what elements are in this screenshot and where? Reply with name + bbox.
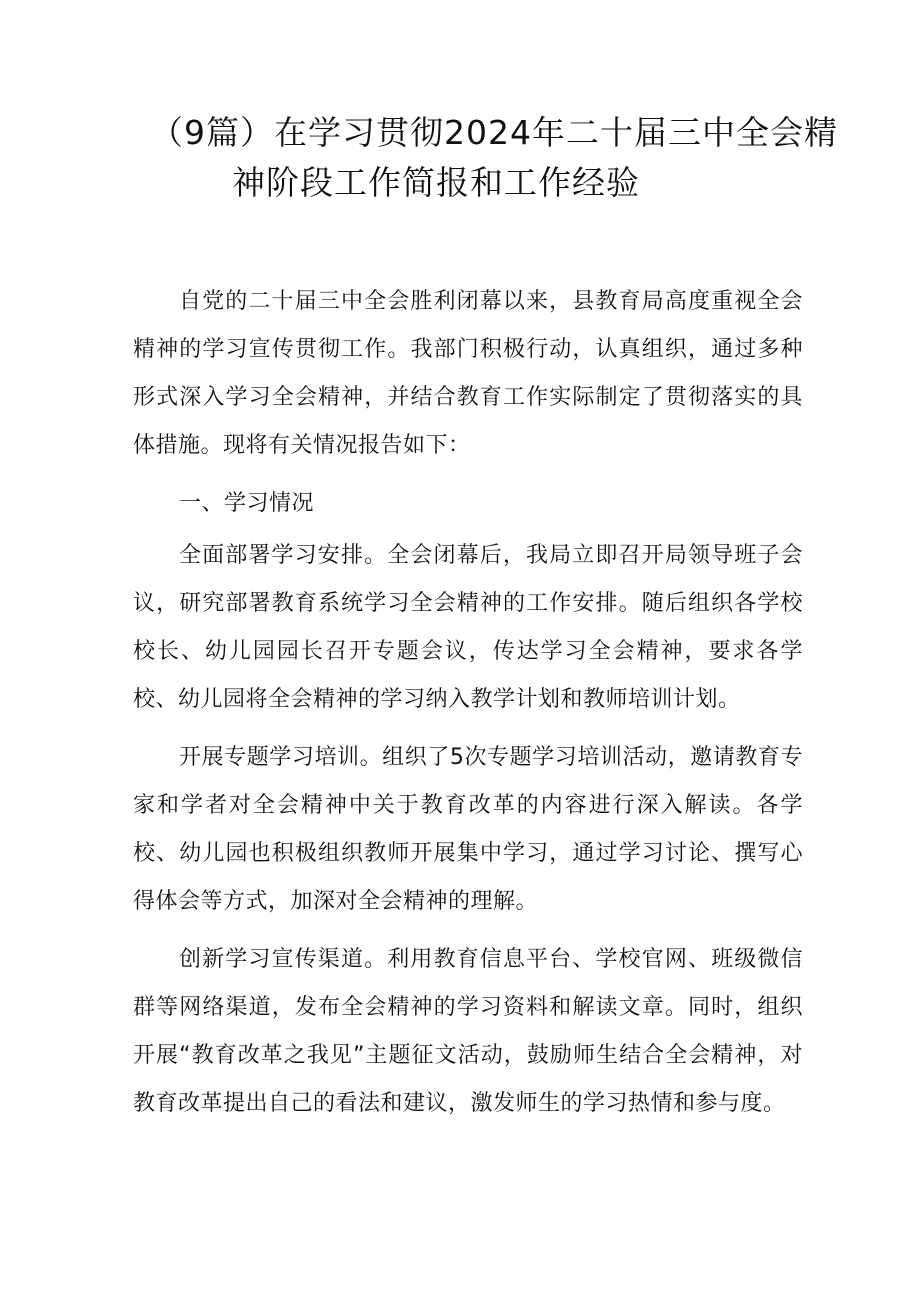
document-body <box>133 278 803 1138</box>
title-line-1: （9篇）在学习贯彻2024年二十届三中全会精 <box>150 113 838 152</box>
section-heading-study: 一、学习情况 <box>179 491 315 516</box>
paragraph-deploy-study: 全面部署学习安排。全会闭幕后，我局立即召开局领导班子会议，研究部署教育系统学习全会精神的工作安排。随后组织各学校校长、幼儿园园长召开专题会议，传达学习全会精神，要求各学校、幼儿园将全会精神的学习纳入教学计划和教师培训计划。 <box>133 543 803 712</box>
paragraph-publicity-channels: 创新学习宣传渠道。利用教育信息平台、学校官网、班级微信群等网络渠道，发布全会精神的学习资料和解读文章。同时，组织开展“教育改革之我见”主题征文活动，鼓励师生结合全会精神，对教育改革提出自己的看法和建议，激发师生的学习热情和参与度。 <box>133 947 803 1116</box>
title-line-2: 神阶段工作简报和工作经验 <box>232 163 640 202</box>
intro-paragraph: 自党的二十届三中全会胜利闭幕以来，县教育局高度重视全会精神的学习宣传贯彻工作。我部门积极行动，认真组织，通过多种形式深入学习全会精神，并结合教育工作实际制定了贯彻落实的具体措施。现将有关情况报告如下： <box>133 289 803 458</box>
paragraph-special-training: 开展专题学习培训。组织了5次专题学习培训活动，邀请教育专家和学者对全会精神中关于教育改革的内容进行深入解读。各学校、幼儿园也积极组织教师开展集中学习，通过学习讨论、撰写心得体会等方式，加深对全会精神的理解。 <box>133 745 803 914</box>
document-title <box>150 108 838 208</box>
